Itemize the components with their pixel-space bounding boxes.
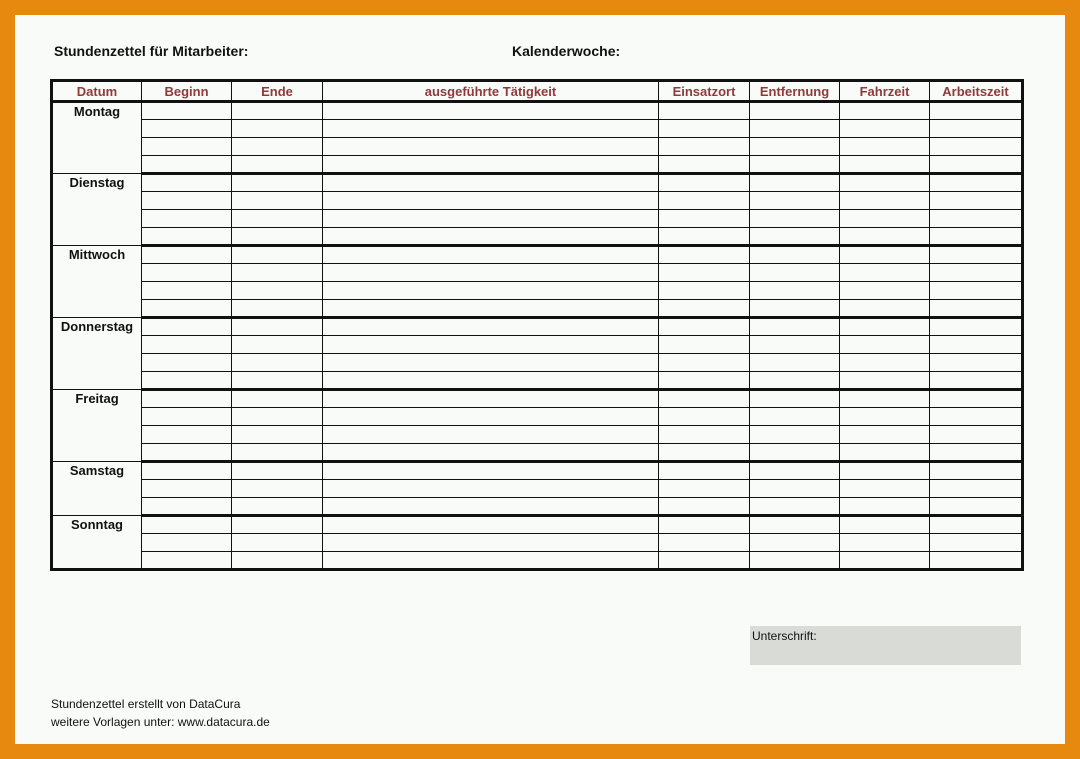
table-row — [52, 516, 1023, 534]
entry-cell[interactable] — [232, 498, 323, 516]
entry-cell[interactable] — [659, 516, 750, 534]
entry-cell[interactable] — [232, 534, 323, 552]
entry-cell[interactable] — [659, 192, 750, 210]
entry-cell[interactable] — [232, 174, 323, 192]
entry-cell[interactable] — [930, 246, 1023, 264]
entry-cell[interactable] — [930, 552, 1023, 570]
entry-cell[interactable] — [232, 264, 323, 282]
entry-cell[interactable] — [323, 534, 659, 552]
entry-cell[interactable] — [323, 264, 659, 282]
entry-cell[interactable] — [142, 354, 232, 372]
entry-cell[interactable] — [323, 156, 659, 174]
entry-cell[interactable] — [323, 426, 659, 444]
entry-cell[interactable] — [142, 120, 232, 138]
table-row — [52, 408, 1023, 426]
entry-cell[interactable] — [930, 426, 1023, 444]
entry-cell[interactable] — [840, 426, 930, 444]
entry-cell[interactable] — [142, 300, 232, 318]
entry-cell[interactable] — [930, 264, 1023, 282]
entry-cell[interactable] — [750, 462, 840, 480]
entry-cell[interactable] — [750, 552, 840, 570]
table-row — [52, 120, 1023, 138]
entry-cell[interactable] — [930, 372, 1023, 390]
entry-cell[interactable] — [750, 318, 840, 336]
entry-cell[interactable] — [323, 138, 659, 156]
entry-cell[interactable] — [840, 372, 930, 390]
entry-cell[interactable] — [840, 552, 930, 570]
entry-cell[interactable] — [142, 534, 232, 552]
table-row — [52, 426, 1023, 444]
entry-cell[interactable] — [930, 228, 1023, 246]
timesheet-body — [52, 102, 1023, 570]
entry-cell[interactable] — [930, 300, 1023, 318]
entry-cell[interactable] — [232, 120, 323, 138]
entry-cell[interactable] — [750, 210, 840, 228]
day-label-freitag: Freitag — [52, 390, 142, 462]
entry-cell[interactable] — [750, 372, 840, 390]
table-row — [52, 228, 1023, 246]
entry-cell[interactable] — [323, 390, 659, 408]
entry-cell[interactable] — [750, 156, 840, 174]
entry-cell[interactable] — [659, 264, 750, 282]
entry-cell[interactable] — [750, 336, 840, 354]
entry-cell[interactable] — [840, 210, 930, 228]
table-row — [52, 282, 1023, 300]
entry-cell[interactable] — [323, 444, 659, 462]
entry-cell[interactable] — [659, 534, 750, 552]
entry-cell[interactable] — [142, 462, 232, 480]
entry-cell[interactable] — [659, 390, 750, 408]
calendar-week-label: Kalenderwoche: — [512, 43, 621, 59]
entry-cell[interactable] — [323, 192, 659, 210]
entry-cell[interactable] — [142, 390, 232, 408]
timesheet-table — [50, 79, 1024, 571]
entry-cell[interactable] — [323, 210, 659, 228]
entry-cell[interactable] — [232, 228, 323, 246]
entry-cell[interactable] — [232, 282, 323, 300]
entry-cell[interactable] — [659, 318, 750, 336]
entry-cell[interactable] — [840, 516, 930, 534]
entry-cell[interactable] — [659, 372, 750, 390]
entry-cell[interactable] — [659, 426, 750, 444]
entry-cell[interactable] — [840, 120, 930, 138]
entry-cell[interactable] — [142, 426, 232, 444]
day-label-donnerstag: Donnerstag — [52, 318, 142, 390]
entry-cell[interactable] — [840, 246, 930, 264]
entry-cell[interactable] — [659, 138, 750, 156]
entry-cell[interactable] — [323, 516, 659, 534]
entry-cell[interactable] — [750, 354, 840, 372]
timesheet-page — [15, 15, 1065, 744]
column-header-ende: Ende — [232, 81, 323, 102]
table-row — [52, 210, 1023, 228]
entry-cell[interactable] — [323, 246, 659, 264]
table-row — [52, 498, 1023, 516]
entry-cell[interactable] — [323, 408, 659, 426]
entry-cell[interactable] — [232, 336, 323, 354]
entry-cell[interactable] — [142, 336, 232, 354]
table-row — [52, 192, 1023, 210]
entry-cell[interactable] — [840, 444, 930, 462]
entry-cell[interactable] — [659, 462, 750, 480]
entry-cell[interactable] — [930, 192, 1023, 210]
signature-label: Unterschrift: — [752, 629, 817, 643]
entry-cell[interactable] — [930, 354, 1023, 372]
entry-cell[interactable] — [930, 462, 1023, 480]
entry-cell[interactable] — [142, 372, 232, 390]
entry-cell[interactable] — [840, 408, 930, 426]
column-header-fahrzeit: Fahrzeit — [840, 81, 930, 102]
signature-box[interactable] — [750, 626, 1021, 665]
entry-cell[interactable] — [232, 390, 323, 408]
entry-cell[interactable] — [750, 390, 840, 408]
table-row — [52, 552, 1023, 570]
entry-cell[interactable] — [659, 174, 750, 192]
entry-cell[interactable] — [930, 318, 1023, 336]
entry-cell[interactable] — [232, 516, 323, 534]
table-header-row — [52, 81, 1023, 102]
table-row — [52, 300, 1023, 318]
entry-cell[interactable] — [142, 174, 232, 192]
column-header-datum: Datum — [52, 81, 142, 102]
table-row — [52, 102, 1023, 120]
entry-cell[interactable] — [930, 498, 1023, 516]
entry-cell[interactable] — [750, 192, 840, 210]
entry-cell[interactable] — [232, 426, 323, 444]
entry-cell[interactable] — [659, 336, 750, 354]
entry-cell[interactable] — [750, 498, 840, 516]
entry-cell[interactable] — [840, 534, 930, 552]
entry-cell[interactable] — [659, 228, 750, 246]
entry-cell[interactable] — [323, 174, 659, 192]
entry-cell[interactable] — [930, 138, 1023, 156]
entry-cell[interactable] — [232, 480, 323, 498]
entry-cell[interactable] — [323, 552, 659, 570]
entry-cell[interactable] — [750, 480, 840, 498]
entry-cell[interactable] — [840, 174, 930, 192]
entry-cell[interactable] — [142, 102, 232, 120]
entry-cell[interactable] — [659, 120, 750, 138]
entry-cell[interactable] — [659, 102, 750, 120]
column-header-beginn: Beginn — [142, 81, 232, 102]
entry-cell[interactable] — [142, 138, 232, 156]
entry-cell[interactable] — [142, 246, 232, 264]
entry-cell[interactable] — [750, 174, 840, 192]
entry-cell[interactable] — [840, 318, 930, 336]
entry-cell[interactable] — [659, 354, 750, 372]
table-row — [52, 138, 1023, 156]
entry-cell[interactable] — [142, 498, 232, 516]
entry-cell[interactable] — [930, 390, 1023, 408]
entry-cell[interactable] — [750, 264, 840, 282]
table-row — [52, 462, 1023, 480]
entry-cell[interactable] — [930, 336, 1023, 354]
table-row — [52, 264, 1023, 282]
entry-cell[interactable] — [930, 480, 1023, 498]
entry-cell[interactable] — [750, 228, 840, 246]
entry-cell[interactable] — [840, 462, 930, 480]
day-label-sonntag: Sonntag — [52, 516, 142, 570]
entry-cell[interactable] — [930, 120, 1023, 138]
entry-cell[interactable] — [142, 552, 232, 570]
entry-cell[interactable] — [750, 300, 840, 318]
footer-credit: Stundenzettel erstellt von DataCura — [51, 697, 241, 711]
entry-cell[interactable] — [930, 534, 1023, 552]
entry-cell[interactable] — [232, 138, 323, 156]
column-header-einsatzort: Einsatzort — [659, 81, 750, 102]
table-row — [52, 156, 1023, 174]
entry-cell[interactable] — [142, 264, 232, 282]
entry-cell[interactable] — [750, 426, 840, 444]
entry-cell[interactable] — [750, 246, 840, 264]
entry-cell[interactable] — [323, 372, 659, 390]
entry-cell[interactable] — [323, 318, 659, 336]
entry-cell[interactable] — [750, 120, 840, 138]
entry-cell[interactable] — [750, 102, 840, 120]
entry-cell[interactable] — [323, 354, 659, 372]
day-label-mittwoch: Mittwoch — [52, 246, 142, 318]
column-header-arbeitszeit: Arbeitszeit — [930, 81, 1023, 102]
entry-cell[interactable] — [142, 408, 232, 426]
entry-cell[interactable] — [930, 102, 1023, 120]
entry-cell[interactable] — [930, 444, 1023, 462]
entry-cell[interactable] — [930, 210, 1023, 228]
entry-cell[interactable] — [840, 156, 930, 174]
entry-cell[interactable] — [659, 408, 750, 426]
entry-cell[interactable] — [232, 192, 323, 210]
entry-cell[interactable] — [840, 336, 930, 354]
entry-cell[interactable] — [232, 318, 323, 336]
entry-cell[interactable] — [840, 192, 930, 210]
entry-cell[interactable] — [232, 156, 323, 174]
entry-cell[interactable] — [840, 480, 930, 498]
table-row — [52, 372, 1023, 390]
entry-cell[interactable] — [142, 516, 232, 534]
entry-cell[interactable] — [659, 480, 750, 498]
entry-cell[interactable] — [142, 192, 232, 210]
entry-cell[interactable] — [840, 138, 930, 156]
entry-cell[interactable] — [232, 210, 323, 228]
entry-cell[interactable] — [750, 516, 840, 534]
entry-cell[interactable] — [840, 264, 930, 282]
entry-cell[interactable] — [659, 444, 750, 462]
entry-cell[interactable] — [232, 246, 323, 264]
entry-cell[interactable] — [659, 246, 750, 264]
table-row — [52, 336, 1023, 354]
entry-cell[interactable] — [840, 354, 930, 372]
entry-cell[interactable] — [232, 552, 323, 570]
employee-label: Stundenzettel für Mitarbeiter: — [54, 43, 249, 59]
table-row — [52, 354, 1023, 372]
entry-cell[interactable] — [840, 282, 930, 300]
entry-cell[interactable] — [232, 300, 323, 318]
day-label-montag: Montag — [52, 102, 142, 174]
entry-cell[interactable] — [232, 462, 323, 480]
entry-cell[interactable] — [840, 102, 930, 120]
entry-cell[interactable] — [142, 228, 232, 246]
entry-cell[interactable] — [659, 300, 750, 318]
entry-cell[interactable] — [142, 480, 232, 498]
entry-cell[interactable] — [659, 498, 750, 516]
entry-cell[interactable] — [232, 444, 323, 462]
entry-cell[interactable] — [750, 534, 840, 552]
day-label-samstag: Samstag — [52, 462, 142, 516]
entry-cell[interactable] — [323, 336, 659, 354]
entry-cell[interactable] — [142, 210, 232, 228]
entry-cell[interactable] — [232, 372, 323, 390]
entry-cell[interactable] — [750, 138, 840, 156]
entry-cell[interactable] — [232, 102, 323, 120]
table-row — [52, 534, 1023, 552]
entry-cell[interactable] — [659, 282, 750, 300]
entry-cell[interactable] — [323, 102, 659, 120]
entry-cell[interactable] — [930, 408, 1023, 426]
entry-cell[interactable] — [142, 156, 232, 174]
table-row — [52, 318, 1023, 336]
table-row — [52, 246, 1023, 264]
table-row — [52, 480, 1023, 498]
day-label-dienstag: Dienstag — [52, 174, 142, 246]
entry-cell[interactable] — [323, 480, 659, 498]
entry-cell[interactable] — [323, 120, 659, 138]
entry-cell[interactable] — [840, 228, 930, 246]
table-row — [52, 390, 1023, 408]
entry-cell[interactable] — [930, 516, 1023, 534]
entry-cell[interactable] — [750, 282, 840, 300]
column-header-taetigkeit: ausgeführte Tätigkeit — [323, 81, 659, 102]
entry-cell[interactable] — [750, 408, 840, 426]
entry-cell[interactable] — [323, 300, 659, 318]
entry-cell[interactable] — [323, 228, 659, 246]
entry-cell[interactable] — [840, 300, 930, 318]
entry-cell[interactable] — [142, 282, 232, 300]
entry-cell[interactable] — [323, 282, 659, 300]
footer-more-templates: weitere Vorlagen unter: www.datacura.de — [51, 715, 270, 729]
entry-cell[interactable] — [930, 174, 1023, 192]
table-row — [52, 174, 1023, 192]
entry-cell[interactable] — [930, 156, 1023, 174]
entry-cell[interactable] — [659, 156, 750, 174]
column-header-entfernung: Entfernung — [750, 81, 840, 102]
entry-cell[interactable] — [232, 408, 323, 426]
entry-cell[interactable] — [142, 444, 232, 462]
entry-cell[interactable] — [659, 552, 750, 570]
entry-cell[interactable] — [323, 462, 659, 480]
entry-cell[interactable] — [840, 498, 930, 516]
table-row — [52, 444, 1023, 462]
entry-cell[interactable] — [142, 318, 232, 336]
entry-cell[interactable] — [930, 282, 1023, 300]
entry-cell[interactable] — [840, 390, 930, 408]
entry-cell[interactable] — [750, 444, 840, 462]
entry-cell[interactable] — [659, 210, 750, 228]
entry-cell[interactable] — [232, 354, 323, 372]
entry-cell[interactable] — [323, 498, 659, 516]
